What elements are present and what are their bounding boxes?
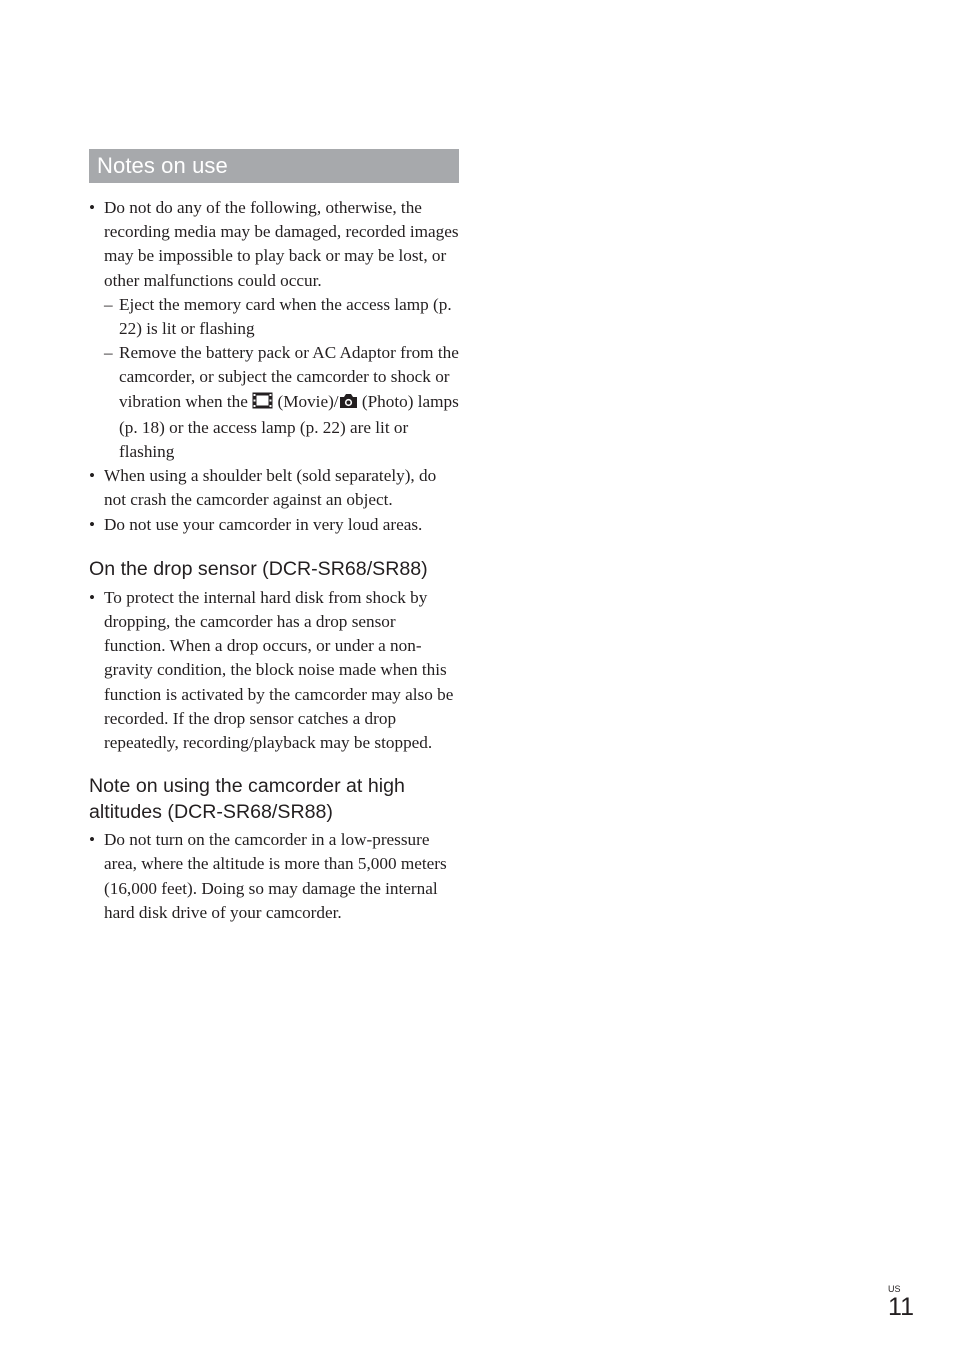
bullet-marker: • <box>89 198 96 217</box>
sub-item-text: Remove the battery pack or AC Adaptor from the camcorder, or subject the camcorder to shock or vibration when the <box>119 343 459 411</box>
section-header-bar <box>89 149 459 183</box>
page-footer <box>888 1284 914 1320</box>
content-column <box>89 149 459 925</box>
bullet-marker: • <box>89 466 96 486</box>
sub-item-text-continued: (Photo) lamps (p. 18) or the access lamp (p. 22) are lit or flashing <box>119 391 459 462</box>
drop-sensor-list <box>89 586 459 755</box>
bullet-marker: • <box>89 514 96 534</box>
list-item <box>89 828 459 925</box>
page-number: 11 <box>888 1293 914 1321</box>
dash-marker: – <box>104 343 113 363</box>
bullet-text: Do not use your camcorder in very loud areas. <box>104 514 423 534</box>
bullet-text: Do not turn on the camcorder in a low-pressure area, where the altitude is more than 5,000 meters (16,000 feet). Doing so may damage the internal hard disk drive of your camcorder. <box>104 830 447 922</box>
list-item <box>89 586 459 755</box>
movie-label: (Movie)/ <box>273 391 339 411</box>
bullet-marker: • <box>89 830 96 850</box>
camera-icon <box>339 392 358 416</box>
drop-sensor-heading: On the drop sensor (DCR-SR68/SR88) <box>89 557 428 580</box>
high-altitudes-heading: Note on using the camcorder at high altitudes (DCR-SR68/SR88) <box>89 775 405 824</box>
region-code: US <box>888 1284 901 1294</box>
list-item <box>89 513 459 537</box>
bullet-text: Do not do any of the following, otherwise, the recording media may be damaged, recorded images may be impossible to play back or may be lost, or other malfunctions could occur. <box>104 198 459 290</box>
movie-icon <box>252 392 273 416</box>
list-item <box>89 464 459 512</box>
high-altitudes-list <box>89 828 459 925</box>
sub-list-item <box>89 293 459 341</box>
sub-list-item <box>89 341 459 464</box>
bullet-marker: • <box>89 587 96 607</box>
list-item <box>89 196 459 293</box>
section-title: Notes on use <box>97 153 228 178</box>
bullet-text: When using a shoulder belt (sold separately), do not crash the camcorder against an object. <box>104 466 437 510</box>
notes-on-use-list <box>89 196 459 537</box>
sub-item-text: Eject the memory card when the access lamp (p. 22) is lit or flashing <box>119 294 452 339</box>
bullet-text: To protect the internal hard disk from shock by dropping, the camcorder has a drop sensor function. When a drop occurs, or under a non-gravity condition, the block noise made when this function is activated by the camcorder may also be recorded. If the drop sensor catches a drop repeatedly, recording/playback may be stopped. <box>104 587 454 753</box>
dash-marker: – <box>104 294 113 314</box>
